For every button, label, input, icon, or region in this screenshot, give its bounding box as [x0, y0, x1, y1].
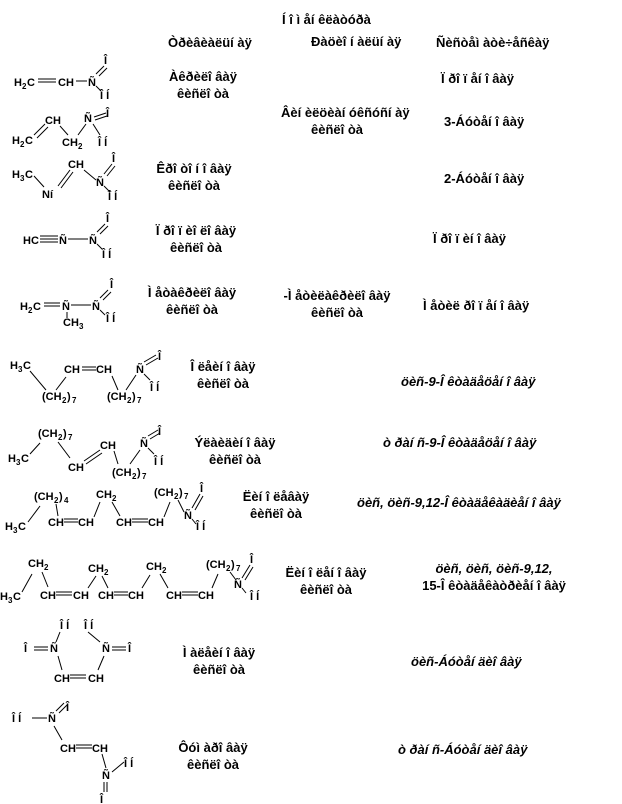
formula-crotonic — [12, 152, 118, 203]
row4-systematic: Ï ðî ï èí î âàÿ — [433, 231, 506, 246]
svg-text:Ñ: Ñ — [136, 364, 144, 376]
row5-rational: -Ì åòèëàêðèëî âàÿ êèñëî òà — [283, 288, 391, 320]
svg-text:2: 2 — [162, 566, 167, 575]
svg-text:2: 2 — [112, 494, 117, 503]
svg-text:3: 3 — [20, 174, 25, 183]
svg-text:): ) — [137, 467, 141, 479]
formula-linoleic — [5, 482, 206, 535]
svg-text:CH: CH — [146, 561, 162, 573]
svg-text:Î Í: Î Í — [108, 191, 118, 203]
svg-text:Ñ: Ñ — [50, 643, 58, 655]
svg-text:H: H — [12, 135, 20, 147]
svg-text:CH: CH — [54, 673, 70, 685]
svg-text:CH: CH — [45, 115, 61, 127]
svg-text:CH: CH — [198, 590, 214, 602]
row11-systematic: ò ðàí ñ-Áóòåí äèî âàÿ — [398, 742, 528, 757]
svg-text:CH: CH — [166, 590, 182, 602]
svg-text:CH: CH — [68, 159, 84, 171]
formula-fumaric — [11, 701, 134, 804]
svg-text:CH: CH — [100, 440, 116, 452]
row9-systematic: öèñ, öèñ, öèñ-9,12, 15-Î êòàäåêàòðèåí î âàÿ — [422, 561, 566, 593]
svg-text:Î Í: Î Í — [98, 137, 108, 149]
svg-text:Ñ: Ñ — [88, 77, 96, 89]
svg-text:Î Í: Î Í — [60, 620, 70, 632]
svg-text:4: 4 — [64, 496, 69, 505]
svg-text:CH: CH — [62, 137, 78, 149]
svg-text:(CH: (CH — [206, 559, 226, 571]
svg-text:CH: CH — [92, 743, 108, 755]
svg-text:Î Í: Î Í — [150, 382, 160, 394]
svg-text:Î Í: Î Í — [106, 313, 116, 325]
svg-text:CH: CH — [48, 517, 64, 529]
svg-text:Î: Î — [200, 483, 204, 495]
svg-text:2: 2 — [54, 496, 59, 505]
svg-text:2: 2 — [132, 472, 137, 481]
svg-text:7: 7 — [142, 472, 147, 481]
row2-systematic: 3-Áóòåí î âàÿ — [444, 114, 525, 129]
svg-text:CH: CH — [60, 743, 76, 755]
svg-text:Î: Î — [66, 702, 70, 714]
svg-text:CH: CH — [148, 517, 164, 529]
formula-propiolic — [23, 212, 112, 261]
svg-text:HC: HC — [23, 235, 39, 247]
svg-text:Ñ: Ñ — [184, 510, 192, 522]
formula-oleic — [10, 350, 162, 405]
svg-text:C: C — [25, 169, 33, 181]
svg-text:Î Í: Î Í — [250, 591, 260, 603]
svg-text:(CH: (CH — [42, 391, 62, 403]
row8-systematic: öèñ, öèñ-9,12-Î êòàäåêàäèåí î âàÿ — [357, 495, 561, 510]
svg-text:Î Í: Î Í — [84, 620, 94, 632]
svg-text:CH: CH — [28, 558, 44, 570]
svg-text:H: H — [0, 591, 8, 603]
svg-text:Ñ: Ñ — [92, 301, 100, 313]
svg-text:CH: CH — [128, 590, 144, 602]
svg-text:Î: Î — [110, 279, 114, 291]
row9-trivial: Ëèí î ëåí î âàÿ êèñëî òà — [285, 565, 367, 597]
svg-text:Î Í: Î Í — [100, 90, 110, 102]
svg-text:Î Í: Î Í — [154, 456, 164, 468]
svg-text:Ñ: Ñ — [102, 770, 110, 782]
row10-systematic: öèñ-Áóòåí äèî âàÿ — [411, 654, 522, 669]
svg-text:Ní: Ní — [42, 189, 53, 201]
svg-text:): ) — [179, 487, 183, 499]
formula-methacrylic — [20, 278, 116, 331]
svg-text:2: 2 — [44, 563, 49, 572]
svg-text:Î: Î — [106, 108, 110, 120]
svg-text:(CH: (CH — [38, 428, 58, 440]
svg-text:C: C — [27, 77, 35, 89]
svg-text:CH: CH — [88, 673, 104, 685]
svg-text:Î Í: Î Í — [102, 249, 112, 261]
svg-text:H: H — [10, 360, 18, 372]
svg-text:3: 3 — [8, 596, 13, 605]
row11-trivial: Ôóì àðî âàÿ êèñëî òà — [178, 740, 248, 772]
formula-maleic — [23, 619, 132, 685]
svg-text:Ñ: Ñ — [48, 713, 56, 725]
formula-linolenic — [0, 553, 260, 605]
svg-text:CH: CH — [64, 364, 80, 376]
svg-text:Î: Î — [104, 55, 108, 67]
svg-text:C: C — [33, 301, 41, 313]
svg-text:CH: CH — [98, 590, 114, 602]
svg-text:Ñ: Ñ — [84, 113, 92, 125]
svg-text:Ñ: Ñ — [140, 438, 148, 450]
svg-text:(CH: (CH — [34, 491, 54, 503]
svg-text:Î: Î — [24, 643, 28, 655]
svg-text:CH: CH — [96, 489, 112, 501]
svg-text:Î: Î — [112, 153, 116, 165]
svg-text:Ñ: Ñ — [59, 235, 67, 247]
svg-text:C: C — [21, 453, 29, 465]
svg-text:3: 3 — [13, 526, 18, 535]
svg-text:CH: CH — [96, 364, 112, 376]
svg-text:2: 2 — [58, 433, 63, 442]
svg-text:): ) — [67, 391, 71, 403]
svg-text:Î: Î — [250, 554, 254, 566]
svg-text:Î: Î — [100, 794, 104, 804]
svg-text:Î: Î — [106, 213, 110, 225]
row4-trivial: Ï ðî ï èî ëî âàÿ êèñëî òà — [155, 223, 237, 255]
row1-systematic: Ï ðî ï åí î âàÿ — [441, 71, 514, 86]
row1-rational: Âèí èëöèàí óêñóñí àÿ êèñëî òà — [281, 105, 410, 137]
row1-trivial: Àêðèëî âàÿ êèñëî òà — [169, 69, 237, 101]
svg-text:): ) — [132, 391, 136, 403]
svg-text:CH: CH — [88, 563, 104, 575]
svg-text:Î: Î — [128, 643, 132, 655]
row8-trivial: Ëèí î ëåâàÿ êèñëî òà — [242, 489, 310, 521]
svg-text:CH: CH — [116, 517, 132, 529]
svg-text:3: 3 — [16, 458, 21, 467]
svg-text:CH: CH — [63, 317, 79, 329]
formula-acrylic — [14, 54, 110, 102]
svg-text:Î Í: Î Í — [196, 521, 206, 533]
svg-text:Ñ: Ñ — [89, 235, 97, 247]
row5-trivial: Ì åòàêðèëî âàÿ êèñëî òà — [147, 285, 237, 317]
svg-text:Î: Î — [158, 426, 162, 438]
svg-text:(CH: (CH — [107, 391, 127, 403]
row6-trivial: Î ëåèí î âàÿ êèñëî òà — [190, 359, 256, 391]
svg-text:2: 2 — [174, 492, 179, 501]
svg-text:Ñ: Ñ — [62, 301, 70, 313]
svg-text:2: 2 — [226, 564, 231, 573]
svg-text:C: C — [13, 591, 21, 603]
svg-text:2: 2 — [22, 82, 27, 91]
header-systematic: Ñèñòåì àòè÷åñêàÿ — [436, 35, 550, 50]
svg-text:(CH: (CH — [154, 487, 174, 499]
svg-text:CH: CH — [58, 77, 74, 89]
row10-trivial: Ì àëåèí î âàÿ êèñëî òà — [182, 645, 256, 677]
svg-text:2: 2 — [127, 396, 132, 405]
svg-text:2: 2 — [62, 396, 67, 405]
svg-text:H: H — [20, 301, 28, 313]
svg-text:): ) — [231, 559, 235, 571]
svg-text:H: H — [12, 169, 20, 181]
svg-text:C: C — [25, 135, 33, 147]
svg-text:(CH: (CH — [112, 467, 132, 479]
svg-text:CH: CH — [40, 590, 56, 602]
row7-trivial: Ýëàèäèí î âàÿ êèñëî òà — [194, 435, 276, 467]
svg-text:7: 7 — [137, 396, 142, 405]
svg-text:Î Í: Î Í — [12, 713, 22, 725]
svg-text:): ) — [59, 491, 63, 503]
svg-text:2: 2 — [104, 568, 109, 577]
svg-text:2: 2 — [28, 306, 33, 315]
svg-text:H: H — [14, 77, 22, 89]
row5-systematic: Ì åòèë ðî ï åí î âàÿ — [423, 298, 530, 313]
formula-vinylacetic — [12, 107, 110, 151]
row7-systematic: ò ðàí ñ-9-Î êòàäåöåí î âàÿ — [383, 435, 537, 450]
svg-text:CH: CH — [68, 462, 84, 474]
header-rational: Ðàöèî í àëüí àÿ — [311, 34, 402, 49]
svg-text:C: C — [23, 360, 31, 372]
header-trivial: Òðèâèàëüí àÿ — [168, 35, 252, 50]
svg-text:Ñ: Ñ — [96, 177, 104, 189]
svg-text:7: 7 — [236, 564, 241, 573]
svg-text:7: 7 — [68, 433, 73, 442]
svg-text:CH: CH — [73, 590, 89, 602]
header-main: Í î ì åí êëàòóðà — [282, 12, 371, 27]
svg-text:C: C — [18, 521, 26, 533]
svg-text:H: H — [8, 453, 16, 465]
svg-text:Ñ: Ñ — [234, 579, 242, 591]
svg-text:2: 2 — [78, 142, 83, 151]
row3-trivial: Êðî òî í î âàÿ êèñëî òà — [156, 161, 232, 193]
row3-systematic: 2-Áóòåí î âàÿ — [444, 171, 525, 186]
svg-text:Ñ: Ñ — [102, 643, 110, 655]
svg-text:3: 3 — [79, 322, 84, 331]
svg-text:Î: Î — [158, 351, 162, 363]
svg-text:Î Í: Î Í — [124, 758, 134, 770]
svg-text:2: 2 — [20, 140, 25, 149]
svg-text:CH: CH — [78, 517, 94, 529]
svg-text:3: 3 — [18, 365, 23, 374]
formula-elaidic — [8, 425, 164, 481]
row6-systematic: öèñ-9-Î êòàäåöåí î âàÿ — [401, 374, 536, 389]
svg-text:): ) — [63, 428, 67, 440]
svg-text:7: 7 — [72, 396, 77, 405]
svg-text:7: 7 — [184, 492, 189, 501]
svg-text:H: H — [5, 521, 13, 533]
